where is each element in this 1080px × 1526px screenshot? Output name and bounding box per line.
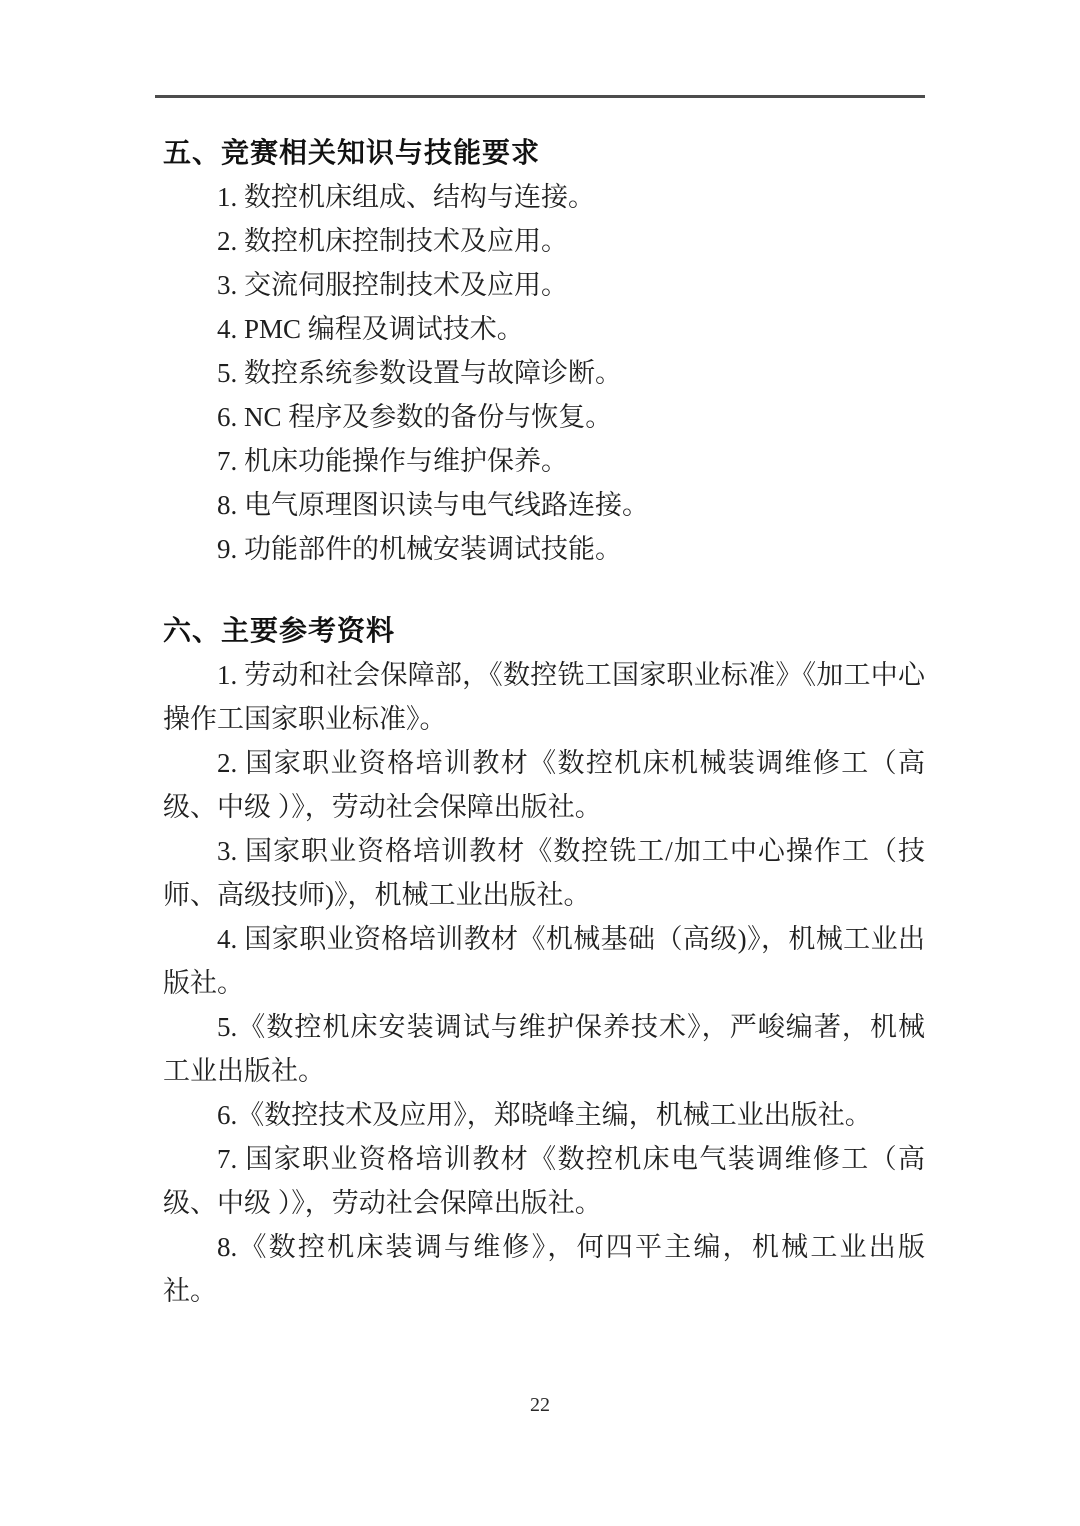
document-content <box>163 131 925 1313</box>
section-6-heading: 六、主要参考资料 <box>163 615 396 646</box>
section-5-item-4: 4. PMC 编程及调试技术。 <box>217 314 524 344</box>
section-6-item-7: 7. 国家职业资格培训教材《数控机床电气装调维修工（高级、中级 ）》，劳动社会保障出版社。 <box>163 1144 925 1218</box>
section-5-item-8: 8. 电气原理图识读与电气线路连接。 <box>217 490 649 520</box>
section-5-item-5: 5. 数控系统参数设置与故障诊断。 <box>217 358 622 388</box>
page-number: 22 <box>530 1394 550 1416</box>
section-6-item-6: 6.《数控技术及应用》，郑晓峰主编，机械工业出版社。 <box>217 1100 872 1130</box>
section-5-item-7: 7. 机床功能操作与维护保养。 <box>217 446 568 476</box>
section-5-item-9: 9. 功能部件的机械安装调试技能。 <box>217 534 622 564</box>
section-5-item-1: 1. 数控机床组成、结构与连接。 <box>217 182 595 212</box>
section-5-heading: 五、竞赛相关知识与技能要求 <box>163 137 541 168</box>
section-5-item-6: 6. NC 程序及参数的备份与恢复。 <box>217 402 613 432</box>
header-rule <box>155 95 925 98</box>
section-5-item-3: 3. 交流伺服控制技术及应用。 <box>217 270 568 300</box>
section-6-item-2: 2. 国家职业资格培训教材《数控机床机械装调维修工（高级、中级 ）》，劳动社会保障出版社。 <box>163 748 925 822</box>
section-5-item-2: 2. 数控机床控制技术及应用。 <box>217 226 568 256</box>
section-6-item-3: 3. 国家职业资格培训教材《数控铣工/加工中心操作工（技师、高级技师)》，机械工业出版社。 <box>163 836 925 910</box>
section-6-item-4: 4. 国家职业资格培训教材《机械基础（高级)》，机械工业出版社。 <box>163 924 925 998</box>
section-divider-space <box>163 571 925 609</box>
section-6-item-8: 8.《数控机床装调与维修》，何四平主编，机械工业出版社。 <box>163 1232 925 1306</box>
section-6-item-5: 5.《数控机床安装调试与维护保养技术》，严峻编著，机械工业出版社。 <box>163 1012 925 1086</box>
section-6-item-1: 1. 劳动和社会保障部，《数控铣工国家职业标准》《加工中心操作工国家职业标准》。 <box>163 660 925 734</box>
